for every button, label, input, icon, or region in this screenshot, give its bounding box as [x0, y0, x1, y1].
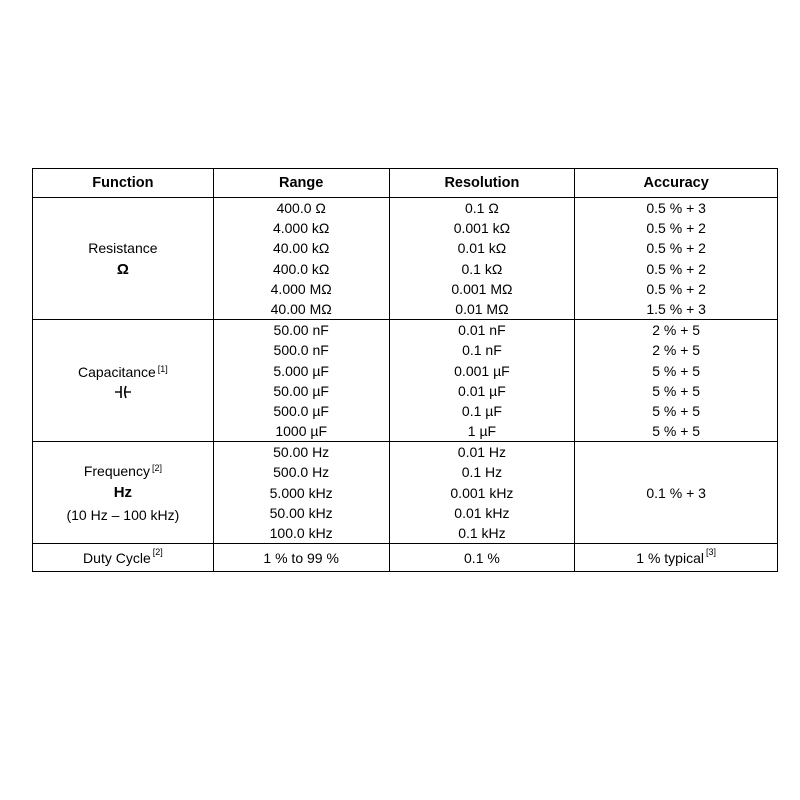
accuracy-cell-frequency [575, 442, 778, 544]
header-range: Range [213, 169, 389, 198]
range-cell-duty-cycle: 1 % to 99 % [213, 544, 389, 572]
function-name: Resistance [88, 239, 158, 256]
range-value: 400.0 kΩ [272, 260, 330, 277]
accuracy-cell-resistance [575, 198, 778, 320]
accuracy-value: 0.5 % + 2 [646, 240, 706, 257]
resolution-value: 1 µF [467, 423, 497, 440]
resolution-cell-resistance [389, 198, 575, 320]
resolution-value: 0.01 MΩ [455, 300, 509, 317]
range-cell-resistance [213, 198, 389, 320]
range-value: 50.00 nF [273, 322, 329, 339]
accuracy-value: 5 % + 5 [652, 423, 701, 440]
resolution-value: 0.001 kHz [450, 484, 514, 501]
resolution-value: 0.01 Hz [457, 444, 507, 461]
function-name: Duty Cycle [83, 549, 151, 566]
header-function: Function [33, 169, 214, 198]
ohm-symbol: Ω [116, 260, 129, 278]
range-value: 500.0 Hz [273, 464, 330, 481]
accuracy-value: 0.5 % + 2 [646, 220, 706, 237]
footnote-ref: [3] [705, 546, 716, 557]
accuracy-cell-capacitance [575, 320, 778, 442]
accuracy-value: 1.5 % + 3 [646, 300, 706, 317]
resolution-value: 0.01 kΩ [457, 240, 507, 257]
table-row-frequency [33, 442, 778, 544]
resolution-value: 0.01 kHz [454, 504, 510, 521]
range-value: 4.000 MΩ [270, 280, 332, 297]
function-cell-capacitance [33, 320, 214, 442]
range-value: 500.0 µF [273, 402, 329, 419]
table-row-resistance [33, 198, 778, 320]
resolution-value: 0.1 Hz [461, 464, 503, 481]
capacitor-icon [112, 383, 134, 401]
accuracy-value: 0.5 % + 2 [646, 260, 706, 277]
resolution-value: 0.1 kΩ [461, 260, 503, 277]
header-accuracy: Accuracy [575, 169, 778, 198]
accuracy-value: 1 % typical [636, 549, 704, 566]
range-value: 50.00 Hz [273, 444, 330, 461]
resolution-value: 0.001 kΩ [453, 220, 511, 237]
resolution-value: 0.1 Ω [465, 200, 499, 216]
function-cell-frequency [33, 442, 214, 544]
range-value: 40.00 MΩ [270, 300, 332, 317]
range-value: 5.000 µF [273, 362, 329, 379]
accuracy-value: 5 % + 5 [652, 402, 701, 419]
table-row-capacitance [33, 320, 778, 442]
accuracy-value: 2 % + 5 [652, 322, 701, 339]
range-cell-frequency [213, 442, 389, 544]
range-value: 50.00 kHz [269, 504, 333, 521]
range-value: 50.00 µF [273, 382, 329, 399]
resolution-cell-duty-cycle: 0.1 % [389, 544, 575, 572]
accuracy-value: 5 % + 5 [652, 362, 701, 379]
range-value: 400.0 Ω [276, 200, 326, 216]
accuracy-value: 0.1 % + 3 [646, 484, 706, 501]
resolution-value: 0.1 nF [462, 342, 502, 359]
function-cell-duty-cycle [33, 544, 214, 572]
function-name: Capacitance [77, 363, 156, 380]
accuracy-cell-duty-cycle [575, 544, 778, 572]
range-value: 5.000 kHz [269, 484, 333, 501]
resolution-value: 0.1 µF [461, 402, 502, 419]
header-row [33, 169, 778, 198]
function-cell-resistance [33, 198, 214, 320]
function-name: Frequency [83, 462, 150, 479]
footnote-ref: [2] [152, 546, 163, 557]
range-value: 4.000 kΩ [272, 220, 330, 237]
table-row-duty-cycle [33, 544, 778, 572]
range-value: 100.0 kHz [269, 525, 333, 541]
accuracy-value: 0.5 % + 2 [646, 280, 706, 297]
resolution-value: 0.001 MΩ [451, 280, 513, 297]
range-value: 40.00 kΩ [272, 240, 330, 257]
accuracy-value: 0.5 % + 3 [646, 200, 706, 216]
hertz-symbol: Hz [113, 483, 133, 501]
header-resolution: Resolution [389, 169, 575, 198]
accuracy-value: 2 % + 5 [652, 342, 701, 359]
frequency-span: (10 Hz – 100 kHz) [66, 506, 180, 523]
resolution-value: 0.001 µF [454, 362, 510, 379]
accuracy-value: 5 % + 5 [652, 382, 701, 399]
resolution-value: 0.1 kHz [458, 525, 506, 541]
specifications-table [32, 168, 778, 572]
resolution-cell-frequency [389, 442, 575, 544]
range-cell-capacitance [213, 320, 389, 442]
resolution-value: 0.01 nF [458, 322, 506, 339]
resolution-cell-capacitance [389, 320, 575, 442]
resolution-value: 0.01 µF [458, 382, 506, 399]
range-value: 500.0 nF [273, 342, 329, 359]
footnote-ref: [1] [157, 363, 168, 374]
footnote-ref: [2] [151, 462, 162, 473]
range-value: 1000 µF [275, 423, 327, 440]
